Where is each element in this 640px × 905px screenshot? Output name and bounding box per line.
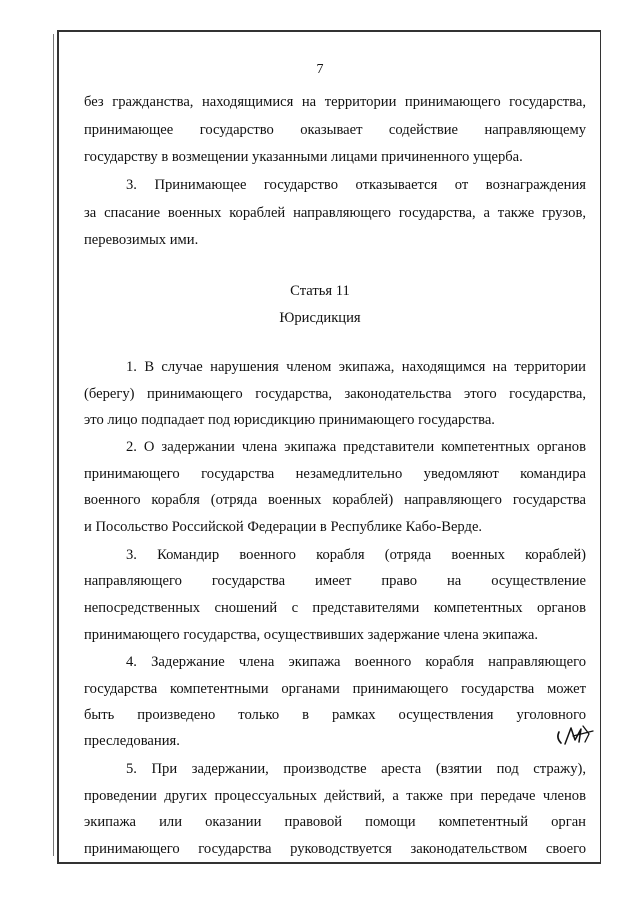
text-line: проведении других процессуальных действий, а также при передаче членов [84, 788, 586, 804]
article-title: Юрисдикция [279, 310, 361, 326]
text-line: (берегу) принимающего государства, законодательства этого государства, [84, 386, 586, 402]
text-line: принимающего государства, осуществивших задержание члена экипажа. [84, 627, 539, 643]
text-line: принимающего государства незамедлительно уведомляют командира [84, 466, 586, 482]
text-line: 3. Командир военного корабля (отряда военных кораблей) [126, 547, 586, 563]
text-line: быть произведено только в рамках осуществления уголовного [84, 707, 586, 723]
text-line: и Посольство Российской Федерации в Республике Кабо-Верде. [84, 519, 483, 535]
text-line: военного корабля (отряда военных кораблей) направляющего государства [84, 492, 586, 508]
text-line: непосредственных сношений с представителями компетентных органов [84, 600, 586, 616]
text-line: принимающее государство оказывает содействие направляющему [84, 122, 586, 138]
text-line: без гражданства, находящимися на территории принимающего государства, [84, 94, 586, 110]
page-number: 7 [316, 62, 324, 77]
article-number: Статья 11 [290, 283, 350, 299]
text-line: преследования. [84, 733, 180, 749]
text-line: направляющего государства имеет право на осуществление [84, 573, 586, 589]
text-line: 1. В случае нарушения членом экипажа, находящимся на территории [126, 359, 586, 375]
text-line: государства компетентными органами принимающего государства может [84, 681, 586, 697]
handwritten-initials [555, 722, 597, 748]
text-line: 4. Задержание члена экипажа военного корабля направляющего [126, 654, 586, 670]
text-line: государству в возмещении указанными лицами причиненного ущерба. [84, 149, 523, 165]
text-line: за спасание военных кораблей направляющего государства, а также грузов, [84, 205, 586, 221]
text-line: 2. О задержании члена экипажа представители компетентных органов [126, 439, 586, 455]
text-line: 3. Принимающее государство отказывается от вознаграждения [126, 177, 586, 193]
text-line: экипажа или оказании правовой помощи компетентный орган [84, 814, 586, 830]
text-line: принимающего государства руководствуется законодательством своего [84, 841, 586, 857]
text-line: перевозимых ими. [84, 232, 199, 248]
text-line: 5. При задержании, производстве ареста (взятии под стражу), [126, 761, 586, 777]
text-line: это лицо подпадает под юрисдикцию принимающего государства. [84, 412, 495, 428]
